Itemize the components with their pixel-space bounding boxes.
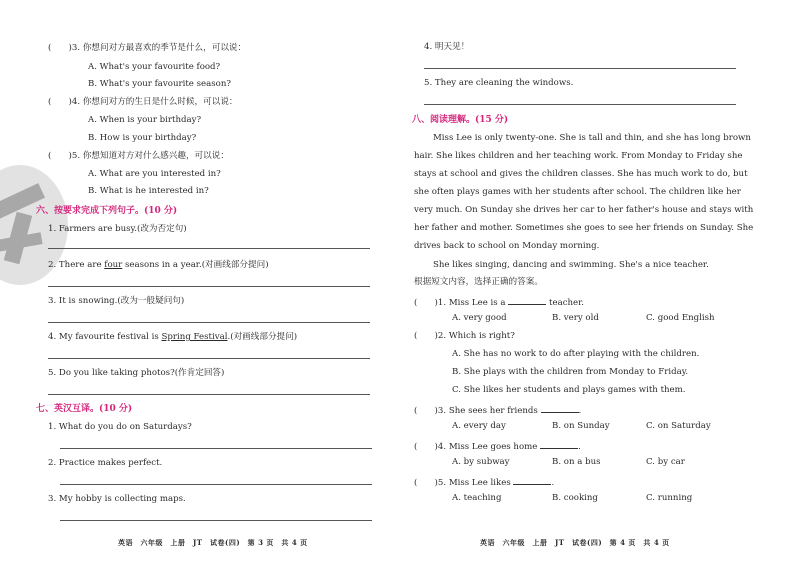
underlined-phrase: Spring Festival (161, 332, 228, 342)
answer-blank (513, 475, 551, 485)
reading-question-3-option-a: A. every day (452, 421, 506, 431)
answer-blank (541, 403, 579, 413)
section-6-sentence-4: 4. My favourite festival is Spring Festival.(对画线部分提问) (48, 332, 298, 342)
reading-question-5-stem: ( )5. Miss Lee likes . (414, 475, 554, 489)
answer-line (48, 394, 370, 395)
passage-line: stays at school and gives the children classes. She has much work to do, but (414, 169, 748, 179)
reading-question-4-option-b: B. on a bus (552, 457, 601, 467)
question-3-stem: ( )3. 你想问对方最喜欢的季节是什么，可以说： (48, 43, 247, 53)
reading-question-3-stem: ( )3. She sees her friends . (414, 403, 581, 417)
answer-line (48, 286, 370, 287)
reading-question-1-option-b: B. very old (552, 313, 599, 323)
right-page (400, 0, 800, 566)
reading-question-1-option-c: C. good English (646, 313, 715, 323)
section-8-title: 八、阅读理解。(15 分) (412, 115, 509, 125)
reading-question-1-option-a: A. very good (452, 313, 507, 323)
reading-question-2-stem: ( )2. Which is right? (414, 331, 515, 341)
reading-question-1-stem: ( )1. Miss Lee is a teacher. (414, 295, 584, 309)
section-6-sentence-1: 1. Farmers are busy.(改为否定句) (48, 224, 187, 234)
reading-question-3-option-c: C. on Saturday (646, 421, 711, 431)
section-6-sentence-5: 5. Do you like taking photos?(作肯定回答) (48, 368, 225, 378)
underlined-word: four (104, 260, 123, 270)
question-3-option-a: A. What's your favourite food? (88, 62, 221, 72)
answer-line (60, 448, 372, 449)
reading-question-5-option-a: A. teaching (452, 493, 502, 503)
question-3-option-b: B. What's your favourite season? (88, 79, 231, 89)
section-6-sentence-3: 3. It is snowing.(改为一般疑问句) (48, 296, 185, 306)
passage-line: hair. She likes children and her teaching work. From Monday to Friday she (414, 151, 743, 161)
reading-question-4-stem: ( )4. Miss Lee goes home . (414, 439, 581, 453)
answer-line (424, 104, 736, 105)
section-7-item-2: 2. Practice makes perfect. (48, 458, 163, 468)
answer-line (48, 248, 370, 249)
passage-line: Miss Lee is only twenty-one. She is tall and thin, and she has long brown (433, 133, 751, 143)
translation-item-5: 5. They are cleaning the windows. (424, 78, 574, 88)
answer-line (60, 484, 372, 485)
passage-line: her father and mother. Sometimes she goes to see her friends on Sunday. She (414, 223, 754, 233)
passage-line: she often plays games with her students after school. The children like her (414, 187, 741, 197)
reading-question-2-option-c: C. She likes her students and plays games with them. (452, 385, 686, 395)
page-footer: 英语 六年级 上册 JT 试卷(四) 第 3 页 共 4 页 (118, 538, 308, 547)
question-5-stem: ( )5. 你想知道对方对什么感兴趣，可以说： (48, 151, 229, 161)
reading-question-3-option-b: B. on Sunday (552, 421, 610, 431)
reading-question-2-option-b: B. She plays with the children from Monday to Friday. (452, 367, 689, 377)
reading-question-5-option-b: B. cooking (552, 493, 598, 503)
answer-line (424, 68, 736, 69)
question-5-option-b: B. What is he interested in? (88, 186, 209, 196)
page-footer: 英语 六年级 上册 JT 试卷(四) 第 4 页 共 4 页 (480, 538, 670, 547)
reading-question-4-option-c: C. by car (646, 457, 685, 467)
question-5-option-a: A. What are you interested in? (88, 169, 221, 179)
section-7-item-3: 3. My hobby is collecting maps. (48, 494, 186, 504)
reading-question-5-option-c: C. running (646, 493, 693, 503)
section-6-sentence-2: 2. There are four seasons in a year.(对画线部分提问) (48, 260, 269, 270)
passage-line: She likes singing, dancing and swimming. She's a nice teacher. (433, 260, 709, 270)
answer-line (60, 520, 372, 521)
section-7-title: 七、英汉互译。(10 分) (36, 404, 133, 414)
answer-blank (540, 439, 578, 449)
reading-instruction: 根据短文内容，选择正确的答案。 (414, 277, 543, 287)
answer-blank (508, 295, 546, 305)
answer-line (48, 358, 370, 359)
passage-line: drives back to school on Monday morning. (414, 241, 600, 251)
translation-item-4: 4. 明天见！ (424, 42, 470, 52)
question-4-stem: ( )4. 你想问对方的生日是什么时候，可以说： (48, 97, 238, 107)
question-4-option-a: A. When is your birthday? (88, 115, 202, 125)
reading-question-2-option-a: A. She has no work to do after playing with the children. (452, 349, 700, 359)
passage-line: very much. On Sunday she drives her car to her father's house and stays with (414, 205, 754, 215)
answer-line (48, 322, 370, 323)
section-7-item-1: 1. What do you do on Saturdays? (48, 422, 192, 432)
section-6-title: 六、按要求完成下列句子。(10 分) (36, 206, 178, 216)
question-4-option-b: B. How is your birthday? (88, 133, 197, 143)
reading-question-4-option-a: A. by subway (452, 457, 510, 467)
